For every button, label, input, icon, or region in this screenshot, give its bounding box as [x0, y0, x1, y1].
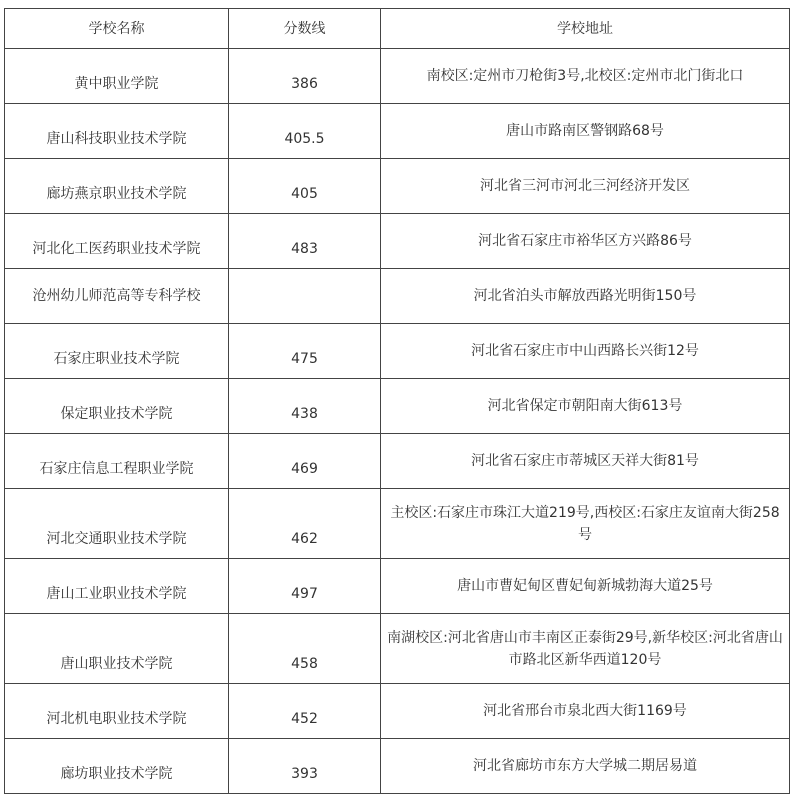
score-cell: 393	[229, 739, 381, 794]
address-cell: 唐山市路南区警钢路68号	[381, 104, 790, 159]
school-name-cell: 唐山职业技术学院	[5, 614, 229, 684]
address-cell: 河北省石家庄市中山西路长兴街12号	[381, 324, 790, 379]
table-row	[5, 214, 790, 269]
school-name-cell: 石家庄职业技术学院	[5, 324, 229, 379]
table-row	[5, 489, 790, 559]
school-name-cell: 沧州幼儿师范高等专科学校	[5, 269, 229, 324]
table-row	[5, 49, 790, 104]
address-cell: 河北省泊头市解放西路光明街150号	[381, 269, 790, 324]
score-cell: 405	[229, 159, 381, 214]
school-name-cell: 河北化工医药职业技术学院	[5, 214, 229, 269]
table-row	[5, 434, 790, 489]
score-cell: 469	[229, 434, 381, 489]
school-name-cell: 黄中职业学院	[5, 49, 229, 104]
table-row	[5, 559, 790, 614]
table-row	[5, 104, 790, 159]
address-cell: 河北省三河市河北三河经济开发区	[381, 159, 790, 214]
school-name-cell: 唐山科技职业技术学院	[5, 104, 229, 159]
table-row	[5, 159, 790, 214]
school-name-cell: 廊坊职业技术学院	[5, 739, 229, 794]
address-cell: 河北省廊坊市东方大学城二期居易道	[381, 739, 790, 794]
address-cell: 南校区:定州市刀枪街3号,北校区:定州市北门街北口	[381, 49, 790, 104]
score-cell: 462	[229, 489, 381, 559]
table-row	[5, 684, 790, 739]
score-cell: 475	[229, 324, 381, 379]
score-cell: 483	[229, 214, 381, 269]
address-cell: 河北省石家庄市蒂城区天祥大街81号	[381, 434, 790, 489]
address-cell: 南湖校区:河北省唐山市丰南区正泰街29号,新华校区:河北省唐山市路北区新华西道120号	[381, 614, 790, 684]
address-cell: 主校区:石家庄市珠江大道219号,西校区:石家庄友谊南大街258号	[381, 489, 790, 559]
school-name-cell: 河北交通职业技术学院	[5, 489, 229, 559]
table-row	[5, 324, 790, 379]
school-name-cell: 石家庄信息工程职业学院	[5, 434, 229, 489]
address-cell: 河北省石家庄市裕华区方兴路86号	[381, 214, 790, 269]
table-header-row	[5, 9, 790, 49]
score-cell: 405.5	[229, 104, 381, 159]
address-cell: 河北省邢台市泉北西大街1169号	[381, 684, 790, 739]
school-name-cell: 保定职业技术学院	[5, 379, 229, 434]
table-row	[5, 379, 790, 434]
header-school-name: 学校名称	[5, 9, 229, 49]
score-cell	[229, 269, 381, 324]
school-name-cell: 唐山工业职业技术学院	[5, 559, 229, 614]
college-score-table	[4, 8, 790, 794]
table-row	[5, 614, 790, 684]
score-cell: 497	[229, 559, 381, 614]
school-name-cell: 河北机电职业技术学院	[5, 684, 229, 739]
header-school-address: 学校地址	[381, 9, 790, 49]
address-cell: 河北省保定市朝阳南大街613号	[381, 379, 790, 434]
college-table-container	[4, 8, 790, 794]
score-cell: 452	[229, 684, 381, 739]
address-cell: 唐山市曹妃甸区曹妃甸新城勃海大道25号	[381, 559, 790, 614]
score-cell: 458	[229, 614, 381, 684]
score-cell: 438	[229, 379, 381, 434]
table-row	[5, 739, 790, 794]
header-score-line: 分数线	[229, 9, 381, 49]
score-cell: 386	[229, 49, 381, 104]
table-row	[5, 269, 790, 324]
school-name-cell: 廊坊燕京职业技术学院	[5, 159, 229, 214]
